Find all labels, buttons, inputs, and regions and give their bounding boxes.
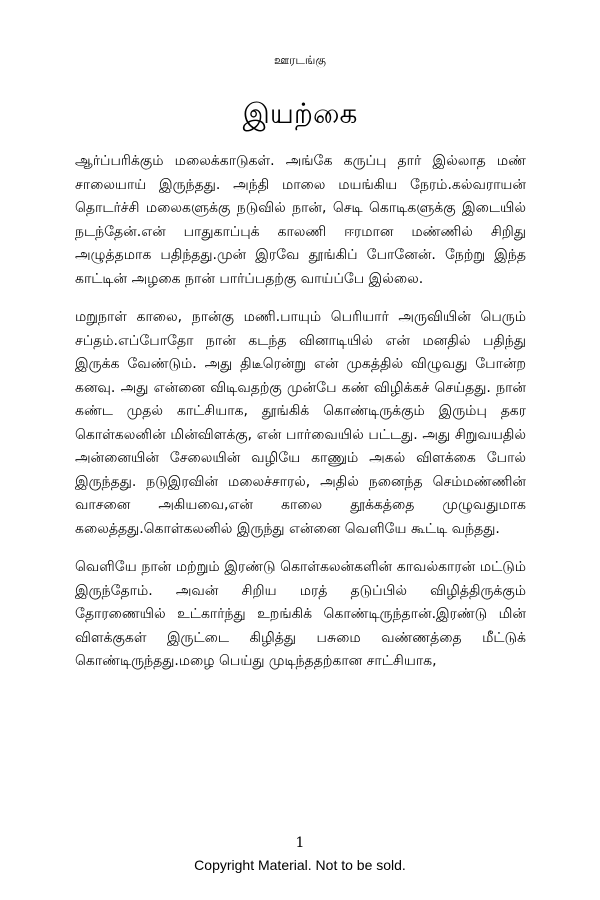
running-header: ஊரடங்கு (274, 53, 326, 67)
chapter-title: இயற்கை (242, 97, 358, 130)
page-number: 1 (295, 835, 305, 851)
paragraph: வெளியே நான் மற்றும் இரண்டு கொள்கலன்களின் காவல்காரன் மட்டும் இருந்தோம். அவன் சிறிய மரத் தடுப்பில் விழித்திருக்கும் தோரணையில் உட்கார்ந்து உறங்கிக் கொண்டிருந்தான்.இரண்டு மின் விளக்குகள் இருட்டை கிழித்து பசுமை வண்ணத்தை மீட்டுக் கொண்டிருந்தது.மழை பெய்து முடிந்ததற்கான சாட்சியாக, (75, 559, 526, 669)
paragraph: மறுநாள் காலை, நான்கு மணி.பாயும் பெரியார் அருவியின் பெரும் சப்தம்.எப்போதோ நான் கடந்த வினாடியில் என் மனதில் பதிந்து இருக்க வேண்டும். அது திடீரென்று என் முகத்தில் விழுவது போன்ற கனவு. அது என்னை விடிவதற்கு முன்பே கண் விழிக்கச் செய்தது. நான் கண்ட முதல் காட்சியாக, தூங்கிக் கொண்டிருக்கும் இரும்பு தகர கொள்கலனின் மின்விளக்கு, என் பார்வையில் பட்டது. அது சிறுவயதில் அன்னையின் சேலையின் வழியே காணும் அகல் விளக்கை போல் இருந்தது. நடுஇரவின் மலைச்சாரல், அதில் நனைந்த செம்மண்ணின் வாசனை அகியவை,என் காலை தூக்கத்தை முழுவதுமாக கலைத்தது.கொள்கலனில் இருந்து என்னை வெளியே கூட்டி வந்தது. (75, 309, 526, 537)
copyright-notice: Copyright Material. Not to be sold. (194, 857, 406, 873)
body-text (75, 150, 526, 690)
paragraph: ஆர்ப்பரிக்கும் மலைக்காடுகள். அங்கே கருப்பு தார் இல்லாத மண் சாலையாய் இருந்தது. அந்தி மாலை மயங்கிய நேரம்.கல்வராயன் தொடர்ச்சி மலைகளுக்கு நடுவில் நான், செடி கொடிகளுக்கு இடையில் நடந்தேன்.என் பாதுகாப்புக் காலணி ஈரமான மண்ணில் சிறிது அழுத்தமாக பதிந்தது.முன் இரவே தூங்கிப் போனேன். நேற்று இந்த காட்டின் அழகை நான் பார்ப்பதற்கு வாய்ப்பே இல்லை. (75, 153, 526, 287)
